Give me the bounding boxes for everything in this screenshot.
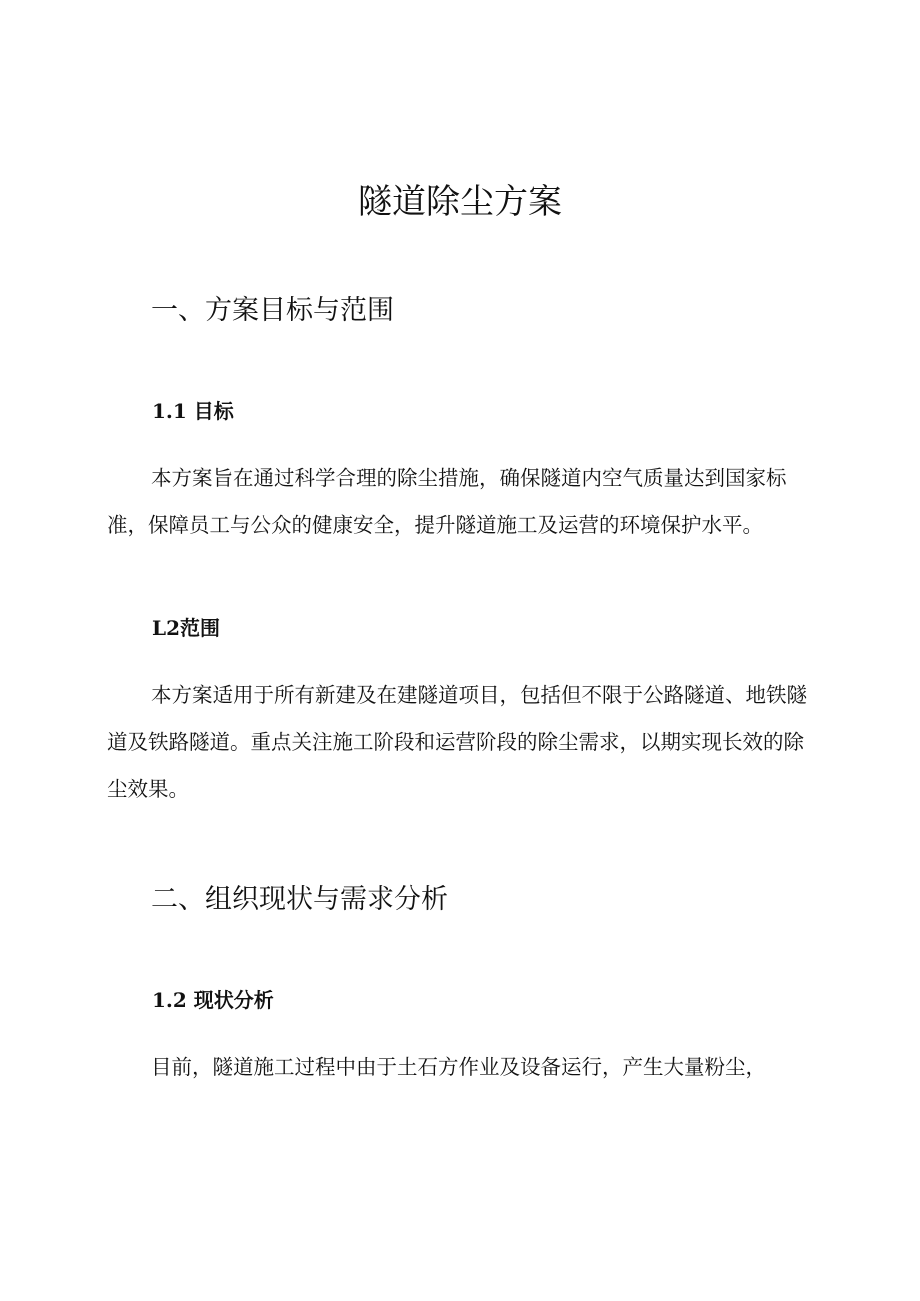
document-title: 隧道除尘方案: [358, 182, 562, 222]
subsection-heading-scope: L2范围: [152, 616, 220, 640]
subsection-heading-status: 1.2 现状分析: [152, 988, 274, 1012]
section-heading-status-needs: 二、组织现状与需求分析: [151, 884, 448, 915]
section-heading-goals-scope: 一、方案目标与范围: [151, 295, 394, 326]
subsection-heading-goal: 1.1 目标: [152, 399, 234, 423]
paragraph-scope: 本方案适用于所有新建及在建隧道项目，包括但不限于公路隧道、地铁隧道及铁路隧道。重点关注施工阶段和运营阶段的除尘需求，以期实现长效的除尘效果。: [107, 683, 807, 801]
paragraph-goal: 本方案旨在通过科学合理的除尘措施，确保隧道内空气质量达到国家标准，保障员工与公众的健康安全，提升隧道施工及运营的环境保护水平。: [107, 466, 787, 537]
paragraph-status: 目前，隧道施工过程中由于土石方作业及设备运行，产生大量粉尘，: [151, 1055, 766, 1079]
